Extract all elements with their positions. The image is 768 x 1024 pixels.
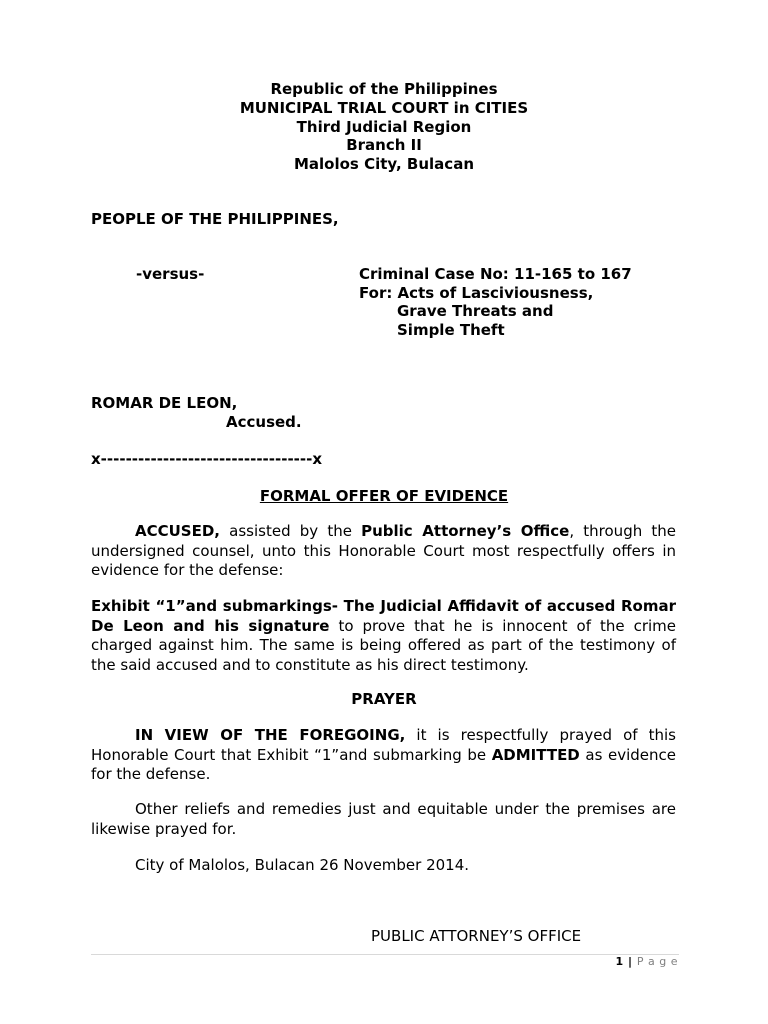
- accused-lead: ACCUSED,: [135, 522, 221, 540]
- footer-divider: [91, 954, 679, 955]
- accused-name: ROMAR DE LEON,: [91, 394, 238, 412]
- offer-text-1: assisted by the: [220, 522, 362, 540]
- reliefs-paragraph: Other reliefs and remedies just and equitable under the premises are likewise prayed for.: [91, 800, 676, 838]
- header-branch: Branch II: [346, 136, 422, 154]
- exhibit-paragraph: [91, 597, 676, 675]
- exhibit-purpose: to prove that he is innocent of the crime charged against him. The same is being offered as part of the testimony of the said accused and to constitute as his direct testimony.: [91, 616, 676, 674]
- plaintiff-name: PEOPLE OF THE PHILIPPINES,: [91, 210, 339, 228]
- prayer-text-2: as evidence for the defense.: [91, 745, 676, 783]
- prayer-heading: PRAYER: [351, 690, 417, 708]
- prayer-paragraph: [91, 726, 676, 785]
- exhibit-description: Exhibit “1”and submarkings- The Judicial Affidavit of accused Romar De Leon and his signature: [91, 597, 676, 635]
- charges-line-2: Grave Threats and: [397, 302, 554, 320]
- place-date: City of Malolos, Bulacan 26 November 2014.: [135, 856, 470, 874]
- page-separator: |: [623, 955, 637, 968]
- page-number: 1: [615, 955, 624, 968]
- page-footer: [616, 955, 678, 968]
- signatory-office: PUBLIC ATTORNEY’S OFFICE: [371, 927, 582, 945]
- document-title: FORMAL OFFER OF EVIDENCE: [259, 487, 509, 505]
- caption-separator: x----------------------------------x: [91, 450, 323, 468]
- pao-name: Public Attorney’s Office: [361, 522, 570, 540]
- header-city: Malolos City, Bulacan: [293, 155, 474, 173]
- accused-label: Accused.: [226, 413, 302, 431]
- versus-label: -versus-: [136, 265, 205, 283]
- offer-text-2: , through the undersigned counsel, unto this Honorable Court most respectfully offers in evidence for the defense:: [91, 522, 676, 579]
- charges-line-1: For: Acts of Lasciviousness,: [359, 284, 594, 302]
- header-court: MUNICIPAL TRIAL COURT in CITIES: [239, 99, 529, 117]
- offer-paragraph: [91, 522, 676, 581]
- case-number: Criminal Case No: 11-165 to 167: [359, 265, 632, 283]
- header-republic: Republic of the Philippines: [270, 80, 498, 98]
- admitted-word: ADMITTED: [491, 745, 580, 764]
- page-label: P a g e: [636, 955, 678, 968]
- prayer-text-1: it is respectfully prayed of this Honorable Court that Exhibit “1”and submarking be: [91, 726, 676, 764]
- charges-line-3: Simple Theft: [397, 321, 505, 339]
- header-region: Third Judicial Region: [296, 118, 472, 136]
- prayer-lead: IN VIEW OF THE FOREGOING,: [135, 726, 406, 744]
